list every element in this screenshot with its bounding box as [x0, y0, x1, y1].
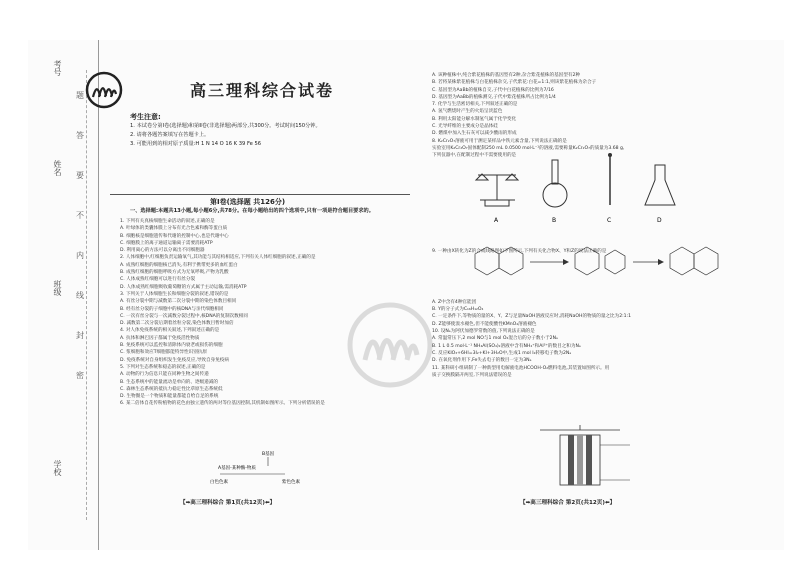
question-line: B. 生态系统中的能量流动是单向的、逐级递减的: [120, 379, 218, 385]
question-line: C. 人体成熟红细胞可以进行有丝分裂: [120, 277, 196, 283]
question-line: C. 细胞膜上的离子通道运输离子需要消耗ATP: [120, 240, 213, 246]
question-line: B. 免疫系统可以监控和清除体内衰老或损伤的细胞: [120, 343, 223, 349]
question-line: C. 浆细胞和效应T细胞都能特异性识别抗原: [120, 350, 208, 356]
question-line: A. 抗体和淋巴因子都属于免疫活性物质: [120, 335, 200, 341]
section-title: 第Ⅰ卷(选择题 共126分): [210, 198, 286, 206]
seal-char: 答: [76, 131, 84, 140]
question-line: B. 若将某株紫花植株与白花植株杂交,子代紫花:白花=1:1,则该紫花植株为杂合子: [432, 80, 597, 86]
question-line: 3. 下列关于人体细胞生长和细胞分裂的叙述,错误的是: [120, 291, 229, 297]
glass-rod-icon: [608, 153, 612, 205]
question-line: B. 1 L 0.5 mol·L⁻¹ NH₄Al(SO₄)₂溶液中含有NH₄⁺和Al³⁺的数目之和为Nₐ: [432, 343, 581, 349]
synthesis-route-figure: [455, 242, 725, 292]
notice-list: [130, 122, 410, 149]
seal-char: 内: [76, 251, 84, 260]
notice-item: 2. 请将各题答案填写在答题卡上。: [130, 132, 210, 138]
publisher-logo-icon: [84, 70, 124, 110]
seal-char: 线: [76, 291, 84, 300]
question-line: C. 基因型为AaBb的植株自交,子代中白花植株的比例为7/16: [432, 87, 554, 93]
question-line: D. 生物圈是一个物质和能量都能自给自足的系统: [120, 394, 219, 400]
question-line: 6. 某二倍体自花传粉植物的花色由独立遗传的两对等位基因控制,其机制如图所示。下列分析错误的是: [120, 401, 325, 407]
question-line: B. Y的分子式为C₁₆H₁₂O₄: [432, 307, 484, 313]
page1-footer: 【➡高三理科综合 第1页(共12页)⬅】: [180, 500, 276, 506]
page2-footer: 【➡高三理科综合 第2页(共12页)⬅】: [520, 500, 616, 506]
question-line: A. 常温常压下,2 mol NO与1 mol O₂混合后的分子数小于2Nₐ: [432, 336, 558, 342]
volumetric-flask-icon: [543, 160, 567, 207]
fuel-cell-diagram: [520, 425, 640, 495]
apparatus-label-d: D: [657, 217, 662, 224]
gene-pathway-diagram: [200, 448, 330, 488]
binding-label-school: 学校: [53, 460, 62, 476]
binding-label-name: 姓名: [53, 160, 62, 176]
notice-heading: 考生注意:: [130, 113, 161, 121]
question-line: 2. 人体细胞中,红细胞负责运输氧气,其功能与其结构相适应,下列有关人体红细胞的叙述,正确的是: [120, 255, 316, 261]
question-line: 9. 一种由X转化为Z的合成线路图如下图所示,下列有关化合物X、Y和Z的说法正确的是: [432, 248, 607, 254]
question-line: A. 成熟红细胞的细胞核已消失,有利于携带更多的血红蛋白: [120, 262, 238, 268]
conical-flask-icon: [645, 165, 675, 205]
question-line: 1. 下列有关真核细胞生命活动的叙述,正确的是: [120, 219, 215, 224]
question-line: D. 免疫系统对自身组织发生免疫反应,导致自身免疫病: [120, 357, 229, 363]
question-line: B. 利用太阳能分解水制氢气属于化学变化: [432, 116, 517, 122]
gene-b-label: B基因: [262, 452, 275, 457]
question-line: A. 氢气燃烧时产生的火焰呈淡蓝色: [432, 109, 503, 115]
question-line: D. 人体成熟红细胞吸收葡萄糖的方式属于主动运输,需消耗ATP: [120, 284, 247, 290]
question-line: D. Z能够使溴水褪色,但不能使酸性KMnO₄溶液褪色: [432, 321, 537, 327]
question-line: A. Z中含有4种官能团: [432, 299, 477, 305]
question-line: 4. 对人体免疫系统的相关叙述,下列叙述正确的是: [120, 328, 220, 334]
question-line: D. 减数第二次分裂后期着丝粒分裂,染色体数目暂时加倍: [120, 321, 234, 327]
exam-title: 高三理科综合试卷: [190, 81, 335, 100]
question-line: A. 动物的行为信息只能在同种生物之间传递: [120, 372, 209, 378]
seal-char: 封: [76, 331, 84, 340]
watermark-logo-icon: [345, 300, 435, 390]
purple-pigment-label: 紫色色素: [282, 480, 300, 485]
question-line: C. 森林生态系统的抵抗力稳定性比草原生态系统低: [120, 386, 223, 392]
balance-icon: [476, 174, 518, 206]
question-line: C. 光导纤维的主要成分是晶体硅: [432, 124, 498, 130]
question-line: 下列仪器中,在配制过程中不需要使用的是: [432, 153, 517, 159]
lab-apparatus-figure: [470, 150, 710, 230]
question-line: 实验室用K₂Cr₂O₇固体配制250 mL 0.0500 mol·L⁻¹的溶液,需要称量K₂Cr₂O₇的质量为3.68 g,: [432, 145, 625, 151]
question-line: 质子交换膜隔开两室,下列说法错误的是: [432, 372, 512, 378]
divider: [110, 194, 410, 195]
question-line: A. 叶绿体的类囊体膜上分布有光合色素和酶等蛋白质: [120, 226, 228, 232]
question-line: C. 一次有丝分裂与一次减数分裂过程中,核DNA的复制次数相同: [120, 313, 248, 319]
seal-char: 密: [76, 371, 84, 380]
question-line: 7. 化学与生活密切相关,下列叙述正确的是: [432, 102, 518, 108]
seal-char: 不: [76, 211, 84, 220]
seal-char: 要: [76, 171, 84, 180]
seal-char: 题: [76, 91, 84, 100]
white-pigment-label: 白色色素: [210, 480, 228, 485]
binding-label-exam-no: 考号: [53, 60, 62, 76]
question-line: 5. 下列对生态系统和稳态的叙述,正确的是: [120, 364, 206, 370]
question-line: 11. 某科研小组研制了一种新型用电解液电池HCOOH-O₂燃料电池,其装置如图所示。用: [432, 365, 610, 371]
apparatus-label-b: B: [552, 217, 557, 224]
notice-item: 3. 可能用到的相对原子质量:H 1 N 14 O 16 K 39 Fe 56: [130, 141, 262, 147]
question-line: B. 成熟红细胞的细胞呼吸方式为无氧呼吸,产物为乳酸: [120, 270, 229, 276]
question-line: A. 有丝分裂中期与减数第二次分裂中期的染色体数目相同: [120, 299, 237, 305]
cut-line: [86, 70, 87, 520]
question-line: C. 一定条件下,等物质的量的X、Y、Z与足量NaOH溶液反应时,消耗NaOH的物质的量之比为2:1:1: [432, 314, 632, 320]
enzyme-label: A基因-某种酶-物质: [218, 466, 256, 471]
question-line: B. 经有丝分裂的子细胞中的核DNA与亲代细胞相同: [120, 306, 224, 312]
question-line: D. 利用离心的方法可以分离出不同细胞器: [120, 248, 205, 254]
binding-label-class: 班级: [53, 280, 62, 296]
notice-item: 1. 本试卷分第Ⅰ卷(选择题)和第Ⅱ卷(非选择题)两部分,共300分。考试时间150分钟。: [130, 123, 321, 129]
binding-margin: [28, 40, 99, 550]
question-line: A. 该种植株中,纯合紫花植株的基因型有2种,杂合紫花植株的基因型有2种: [432, 73, 580, 78]
question-line: 10. 设Nₐ为阿伏加德罗常数的值,下列说法正确的是: [432, 329, 535, 335]
question-line: C. 反应KIO₃+6HI=3I₂+KI+3H₂O中,生成1 mol I₂转移电子数为2Nₐ: [432, 350, 572, 356]
question-line: D. 燃煤中加入生石灰可以减少酸雨的形成: [432, 131, 517, 137]
question-line: B. 细胞核是细胞遗传和代谢的控制中心,也是代谢中心: [120, 233, 229, 239]
question-line: D. 基因型为AaBb的植株测交,子代中紫花植株所占比例为1/4: [432, 94, 556, 100]
apparatus-label-a: A: [494, 217, 499, 224]
question-line: 8. K₂Cr₂O₇溶液可用于测定某样品中铁元素含量,下列说法正确的是: [432, 138, 567, 144]
apparatus-label-c: C: [607, 217, 612, 224]
question-line: D. 在氧化剂作用下,Fe失去电子的数目一定为3Nₐ: [432, 358, 532, 364]
section-instructions: 一、选择题:本题共13小题,每小题6分,共78分。在每小题给出的四个选项中,只有一项是符合题目要求的。: [130, 208, 374, 214]
